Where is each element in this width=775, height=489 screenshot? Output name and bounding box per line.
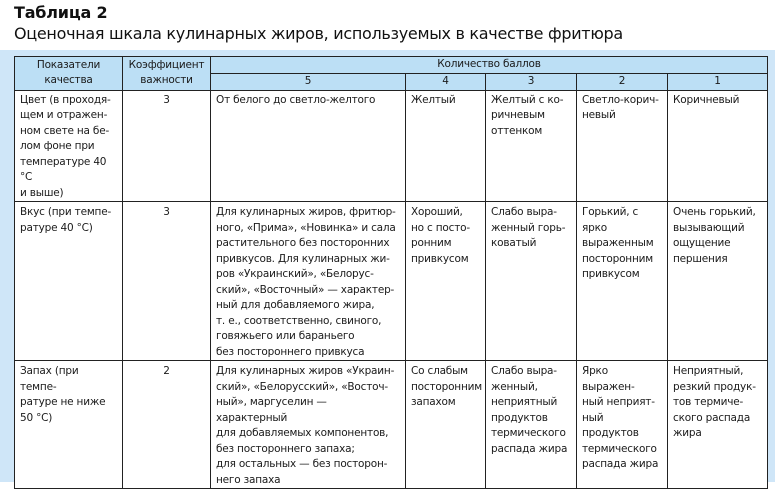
header-score-2: 2 bbox=[577, 74, 668, 91]
cell-score-4: Со слабым посторонним запахом bbox=[406, 361, 486, 489]
cell-score-3: Слабо выра- женный горь- коватый bbox=[486, 202, 577, 361]
cell-score-2: Ярко выражен- ный неприят- ный продуктов термического распада жира bbox=[577, 361, 668, 489]
cell-score-5: От белого до светло-желтого bbox=[211, 90, 406, 202]
cell-score-3: Желтый с ко- ричневым оттенком bbox=[486, 90, 577, 202]
cell-indicator: Цвет (в проходя- щем и отражен- ном свете на бе- лом фоне при температуре 40 °С и выше) bbox=[15, 90, 123, 202]
table-row-smell bbox=[15, 361, 768, 489]
cell-coefficient: 3 bbox=[123, 202, 211, 361]
header-score-1: 1 bbox=[668, 74, 768, 91]
cell-score-5: Для кулинарных жиров «Украин- ский», «Белорусский», «Восточ- ный», маргуселин — характерный для добавляемых компонентов, без постороннего запаха; для остальных — без посторон- него запаха bbox=[211, 361, 406, 489]
cell-score-5: Для кулинарных жиров, фритюр- ного, «Прима», «Новинка» и сала растительного без посторонних привкусов. Для кулинарных жи- ров «Украинский», «Белорус- ский», «Восточный» — характер- ный для добавляемого жира, т. е., соответственно, свиного, говяжьего или бараньего без постороннего привкуса bbox=[211, 202, 406, 361]
cell-score-4: Желтый bbox=[406, 90, 486, 202]
header-row bbox=[15, 57, 768, 74]
cell-score-1: Очень горький, вызывающий ощущение першения bbox=[668, 202, 768, 361]
fat-evaluation-table bbox=[14, 56, 768, 489]
header-indicator: Показатели качества bbox=[15, 57, 123, 91]
header-score-3: 3 bbox=[486, 74, 577, 91]
header-coefficient: Коэффициент важности bbox=[123, 57, 211, 91]
cell-score-3: Слабо выра- женный, неприятный продуктов термического распада жира bbox=[486, 361, 577, 489]
cell-score-1: Коричневый bbox=[668, 90, 768, 202]
header-score-4: 4 bbox=[406, 74, 486, 91]
cell-indicator: Вкус (при темпе- ратуре 40 °С) bbox=[15, 202, 123, 361]
table-row-color bbox=[15, 90, 768, 202]
header-score-5: 5 bbox=[211, 74, 406, 91]
cell-score-1: Неприятный, резкий продук- тов термиче- ского распада жира bbox=[668, 361, 768, 489]
cell-indicator: Запах (при темпе- ратуре не ниже 50 °С) bbox=[15, 361, 123, 489]
table-subtitle: Оценочная шкала кулинарных жиров, используемых в качестве фритюра bbox=[14, 24, 623, 43]
cell-score-2: Светло-корич- невый bbox=[577, 90, 668, 202]
cell-coefficient: 2 bbox=[123, 361, 211, 489]
cell-coefficient: 3 bbox=[123, 90, 211, 202]
cell-score-4: Хороший, но с посто- ронним привкусом bbox=[406, 202, 486, 361]
table-title: Таблица 2 bbox=[14, 3, 108, 22]
cell-score-2: Горький, с ярко выраженным посторонним привкусом bbox=[577, 202, 668, 361]
header-score-group: Количество баллов bbox=[211, 57, 768, 74]
table-row-taste bbox=[15, 202, 768, 361]
